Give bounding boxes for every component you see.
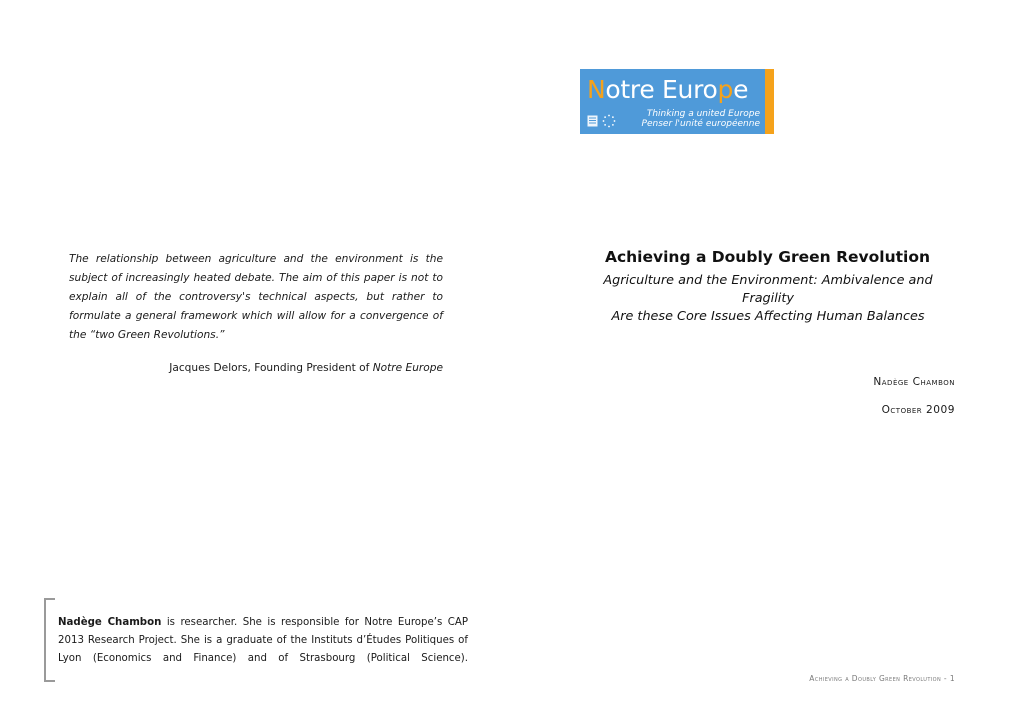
logo-wordmark-end: e [733, 75, 749, 104]
logo-wordmark-accent-n: N [587, 75, 606, 104]
logo-tagline-en: Thinking a united Europe [646, 109, 760, 119]
document-icon [587, 115, 598, 127]
author-name: Nadège Chambon [873, 376, 955, 388]
document-subtitle [576, 272, 960, 326]
attribution-name: Jacques Delors [169, 362, 248, 374]
logo-tagline [642, 109, 760, 129]
logo-wordmark-mid: otre Euro [605, 75, 718, 104]
document-title: Achieving a Doubly Green Revolution [604, 248, 931, 266]
footer-running-title: Achieving a Doubly Green Revolution [809, 674, 942, 683]
quote-attribution [69, 359, 443, 377]
bio-name: Nadège Chambon [58, 617, 162, 628]
logo-wordmark [587, 75, 748, 105]
logo-accent-stripe [765, 69, 774, 134]
attribution-role: , Founding President of [247, 362, 373, 374]
eu-stars-icon [602, 114, 616, 128]
subtitle-line-2: Are these Core Issues Affecting Human Balances [611, 309, 925, 324]
notre-europe-logo [580, 69, 774, 134]
footer-page-number: 1 [949, 674, 955, 683]
subtitle-line-1: Agriculture and the Environment: Ambivalence and Fragility [603, 273, 933, 306]
footer-separator: - [941, 674, 950, 683]
publication-date: October 2009 [881, 404, 955, 416]
author-bio [58, 614, 468, 668]
bio-bracket [44, 598, 55, 682]
bio-text: is researcher. She is responsible for Notre Europe’s CAP 2013 Research Project. She is a graduate of the Instituts d’Études Politiques of Lyon (Economics and Finance) and of Strasbourg (Political Science). [58, 617, 468, 664]
attribution-org: Notre Europe [372, 362, 443, 374]
logo-wordmark-accent-p: p [717, 75, 734, 104]
logo-tagline-fr: Penser l'unité européenne [641, 119, 760, 129]
page-footer [809, 673, 955, 685]
intro-quote: The relationship between agriculture and the environment is the subject of increasingly heated debate. The aim of this paper is not to explain all of the controversy's technical aspects, but rather to formulate a general framework which will allow for a convergence of the “two Green Revolutions.” [69, 253, 443, 341]
